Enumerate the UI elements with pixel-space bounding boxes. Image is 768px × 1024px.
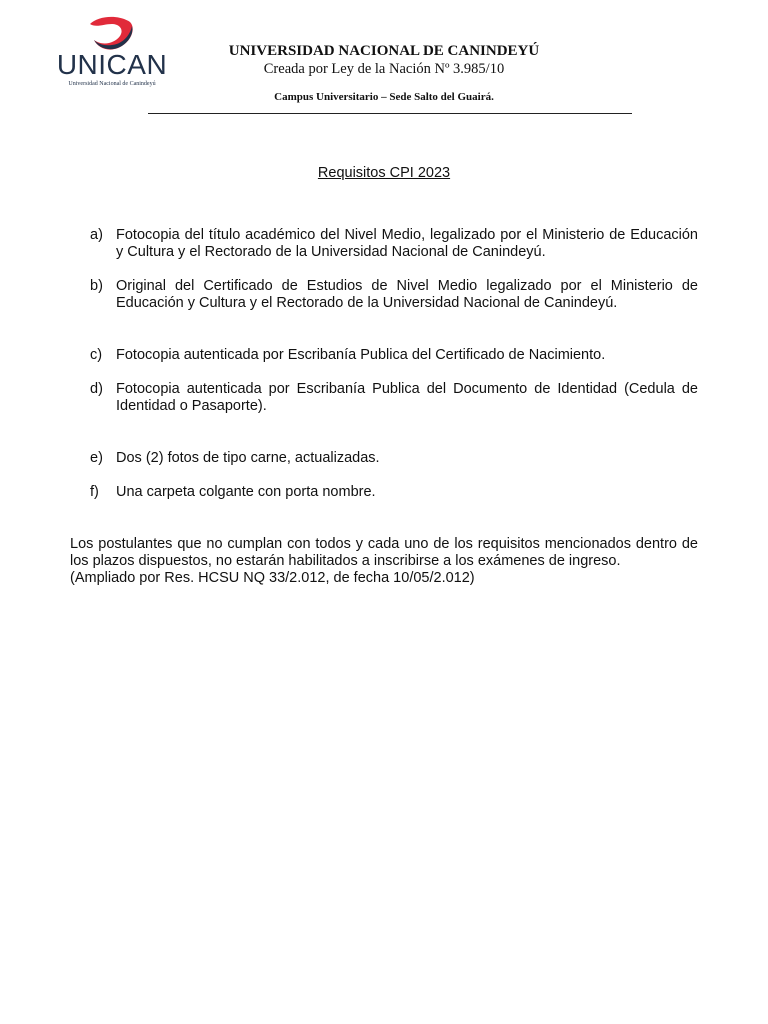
requirement-text: Una carpeta colgante con porta nombre. xyxy=(116,484,376,500)
requirement-letter: e) xyxy=(90,450,103,466)
requirement-letter: a) xyxy=(90,227,103,243)
amendment-reference: (Ampliado por Res. HCSU NQ 33/2.012, de fecha 10/05/2.012) xyxy=(70,570,475,586)
requirement-item xyxy=(90,227,698,261)
requirement-item xyxy=(90,278,698,312)
requirement-item xyxy=(90,450,698,467)
campus-line: Campus Universitario – Sede Salto del Guairá. xyxy=(274,91,494,103)
header-divider xyxy=(148,113,632,114)
university-name: UNIVERSIDAD NACIONAL DE CANINDEYÚ xyxy=(228,43,540,59)
document-title: Requisitos CPI 2023 xyxy=(317,165,451,181)
unican-emblem-icon xyxy=(84,16,136,52)
creation-law: Creada por Ley de la Nación Nº 3.985/10 xyxy=(263,61,505,77)
requirement-text: Original del Certificado de Estudios de Nivel Medio legalizado por el Ministerio de Educación y Cultura y el Rectorado de la Universidad Nacional de Canindeyú. xyxy=(116,278,698,311)
requirement-letter: c) xyxy=(90,347,103,363)
requirement-letter: f) xyxy=(90,484,99,500)
requirement-text: Fotocopia del título académico del Nivel Medio, legalizado por el Ministerio de Educación y Cultura y el Rectorado de la Universidad Nacional de Canindeyú. xyxy=(116,227,698,260)
logo-subtitle: Universidad Nacional de Canindeyú xyxy=(68,81,156,87)
requirement-text: Dos (2) fotos de tipo carne, actualizadas. xyxy=(116,450,380,466)
note-text: Los postulantes que no cumplan con todos y cada uno de los requisitos mencionados dentro de los plazos dispuestos, no estarán habilitados a inscribirse a los exámenes de ingreso. xyxy=(70,536,698,569)
requirement-text: Fotocopia autenticada por Escribanía Publica del Documento de Identidad (Cedula de Identidad o Pasaporte). xyxy=(116,381,698,414)
requirement-text: Fotocopia autenticada por Escribanía Publica del Certificado de Nacimiento. xyxy=(116,347,606,363)
requirement-item xyxy=(90,347,698,364)
requirement-item xyxy=(90,484,698,501)
requirements-note xyxy=(70,536,698,587)
requirement-letter: b) xyxy=(90,278,103,294)
logo-wordmark: UNICAN xyxy=(56,49,168,80)
letterhead xyxy=(150,42,618,104)
requirement-letter: d) xyxy=(90,381,103,397)
requirement-item xyxy=(90,381,698,415)
